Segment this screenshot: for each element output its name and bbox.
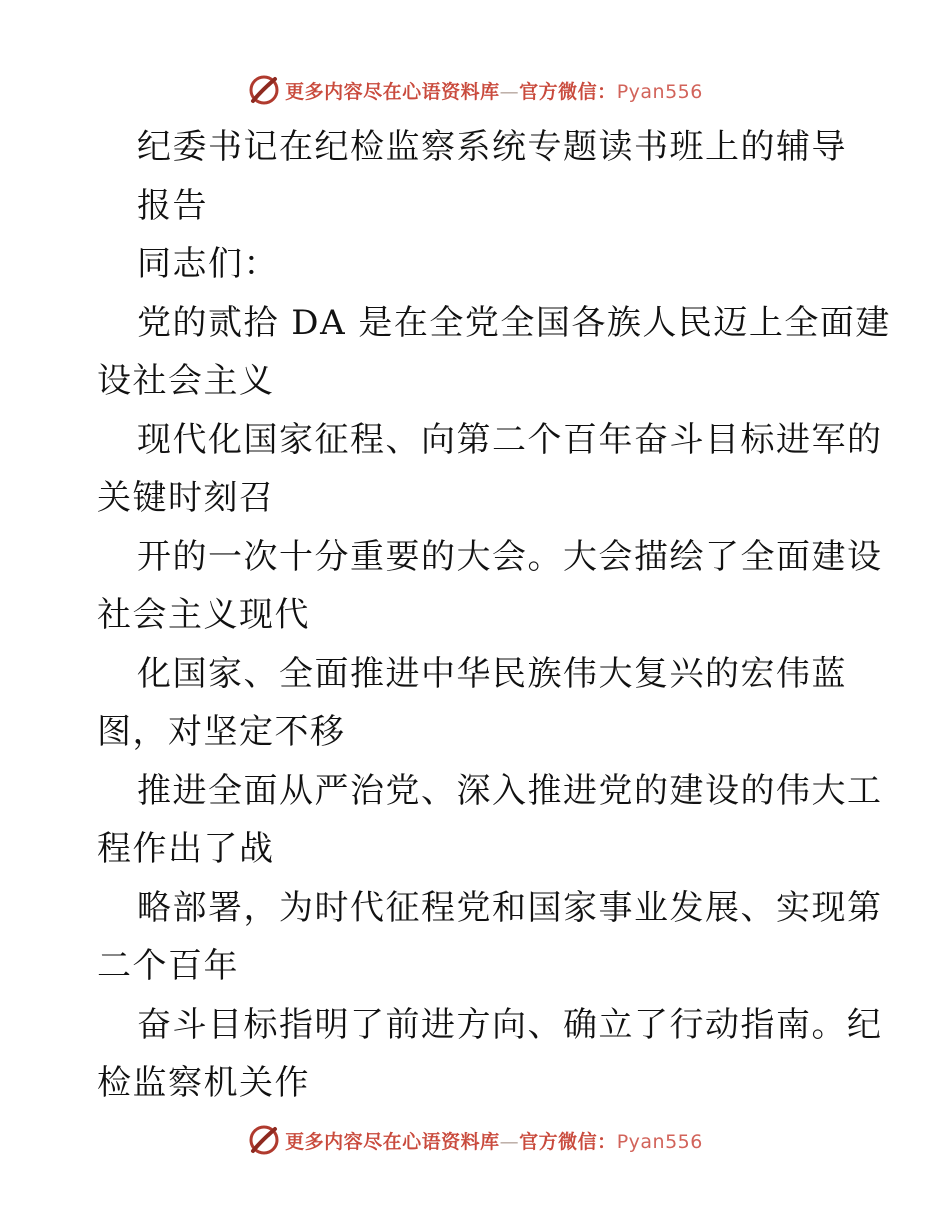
header-watermark-text — [285, 77, 703, 104]
paragraph-line: 党的贰拾 DA 是在全党全国各族人民迈上全面建 — [137, 302, 891, 343]
header-watermark-banner — [0, 70, 950, 110]
watermark-handle: Pyan556 — [616, 1130, 703, 1153]
document-title-line-1: 纪委书记在纪检监察系统专题读书班上的辅导 — [137, 127, 847, 167]
watermark-handle: Pyan556 — [616, 80, 703, 103]
watermark-contact-text: 官方微信： — [519, 80, 617, 103]
watermark-separator: — — [499, 80, 520, 103]
watermark-contact-text: 官方微信： — [519, 1130, 617, 1153]
paragraph-line: 设社会主义 — [97, 361, 275, 401]
paragraph-line: 关键时刻召 — [97, 478, 275, 518]
document-body — [97, 118, 891, 1113]
watermark-site-text: 更多内容尽在心语资料库 — [285, 1130, 500, 1153]
paragraph-line: 二个百年 — [97, 946, 239, 986]
paragraph-line: 社会主义现代 — [97, 595, 310, 635]
watermark-separator: — — [499, 1130, 520, 1153]
salutation: 同志们： — [137, 244, 279, 284]
footer-watermark-banner — [0, 1120, 950, 1160]
paragraph-line: 略部署，为时代征程党和国家事业发展、实现第 — [137, 887, 883, 928]
paragraph-line: 开的一次十分重要的大会。大会描绘了全面建设 — [137, 536, 883, 577]
brush-logo-icon — [247, 1123, 281, 1157]
paragraph-line: 检监察机关作 — [97, 1063, 310, 1103]
paragraph-line: 图，对坚定不移 — [97, 712, 346, 752]
paragraph-line: 现代化国家征程、向第二个百年奋斗目标进军的 — [137, 419, 883, 460]
brush-logo-icon — [247, 73, 281, 107]
paragraph-line: 推进全面从严治党、深入推进党的建设的伟大工 — [137, 770, 883, 811]
paragraph-lines — [97, 294, 891, 1113]
document-title-line-2: 报告 — [137, 185, 208, 226]
paragraph-line: 程作出了战 — [97, 829, 275, 869]
footer-watermark-text — [285, 1127, 703, 1154]
paragraph-line: 化国家、全面推进中华民族伟大复兴的宏伟蓝 — [137, 653, 847, 694]
watermark-site-text: 更多内容尽在心语资料库 — [285, 80, 500, 103]
paragraph-line: 奋斗目标指明了前进方向、确立了行动指南。纪 — [137, 1004, 883, 1045]
